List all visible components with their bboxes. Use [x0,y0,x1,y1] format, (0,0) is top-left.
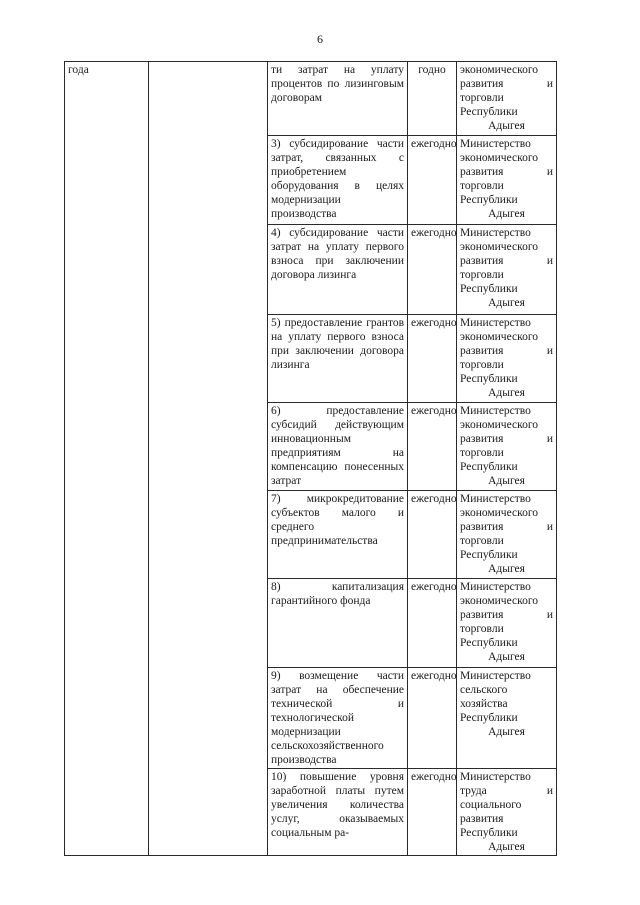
executor-cell: Министерство экономического развития и торговли Республики Адыгея [457,225,557,315]
measure-cell: 7) микрокредитование субъектов малого и среднего предпринимательства [268,491,408,579]
term-cell: ежегодно [408,769,457,856]
period-cell: года [65,62,149,856]
measure-cell: ти затрат на уплату процентов по лизинговым договорам [268,62,408,136]
executor-cell: Министерство экономического развития и торговли Республики Адыгея [457,136,557,225]
term-cell: ежегодно [408,668,457,769]
measure-cell: 9) возмещение части затрат на обеспечение технической и технологической модернизации сельскохозяйственного производства [268,668,408,769]
executor-cell: Министерство экономического развития и торговли Республики Адыгея [457,579,557,668]
executor-cell: Министерство экономического развития и торговли Республики Адыгея [457,403,557,491]
table-row [65,62,557,136]
term-cell: ежегодно [408,579,457,668]
measures-table [64,61,557,856]
term-cell: ежегодно [408,225,457,315]
term-cell: ежегодно [408,403,457,491]
executor-cell: Министерство труда и социального развития Республики Адыгея [457,769,557,856]
executor-cell: Министерство сельского хозяйства Республики Адыгея [457,668,557,769]
measures-table-body [65,62,557,856]
measure-cell: 6) предоставление субсидий действующим инновационным предприятиям на компенсацию понесенных затрат [268,403,408,491]
page-number: 6 [317,32,323,46]
executor-cell: Министерство экономического развития и торговли Республики Адыгея [457,491,557,579]
term-cell: ежегодно [408,315,457,403]
term-cell: ежегодно [408,491,457,579]
measure-cell: 10) повышение уровня заработной платы путем увеличения количества услуг, оказываемых социальным ра- [268,769,408,856]
executor-cell: Министерство экономического развития и торговли Республики Адыгея [457,315,557,403]
measure-cell: 3) субсидирование части затрат, связанных с приобретением оборудования в целях модернизации производства [268,136,408,225]
measure-cell: 5) предоставление грантов на уплату первого взноса при заключении договора лизинга [268,315,408,403]
measure-cell: 4) субсидирование части затрат на уплату первого взноса при заключении договора лизинга [268,225,408,315]
term-cell: ежегодно [408,136,457,225]
empty-cell [149,62,268,856]
executor-cell: экономического развития и торговли Республики Адыгея [457,62,557,136]
measure-cell: 8) капитализация гарантийного фонда [268,579,408,668]
term-cell: годно [408,62,457,136]
